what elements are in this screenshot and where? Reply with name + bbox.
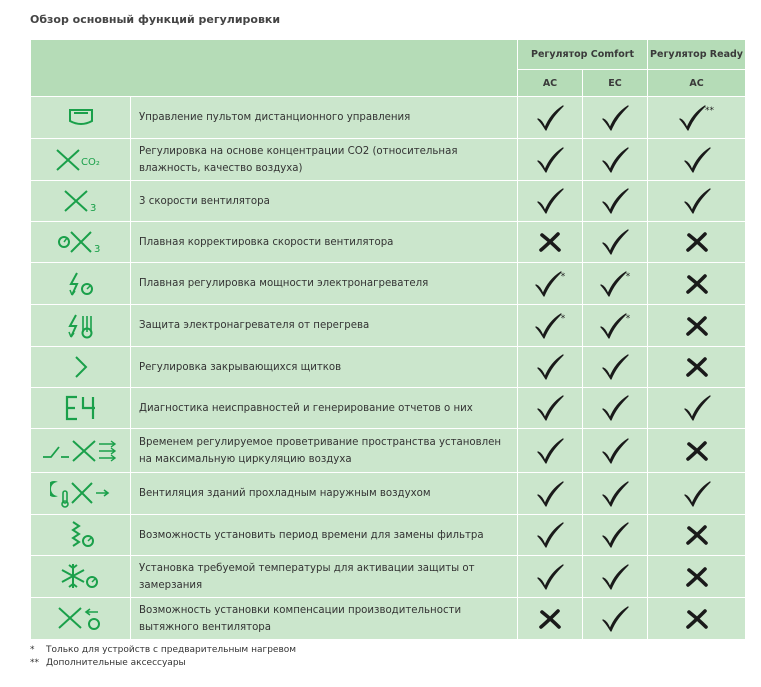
mark-comfort-ec (583, 429, 648, 473)
frost-protection-icon (31, 556, 131, 598)
damper-icon (31, 347, 131, 388)
check-icon (598, 315, 628, 334)
check-icon (677, 107, 707, 126)
footnote-marker: * (625, 314, 631, 324)
page-title: Обзор основный функций регулировки (30, 13, 281, 26)
night-cooling-icon (31, 473, 131, 515)
mark-comfort-ec (583, 139, 648, 181)
mark-ready-ac (648, 429, 746, 473)
check-icon (600, 440, 630, 459)
header-sub-ac-comfort: AC (518, 70, 583, 97)
mark-comfort-ac (518, 515, 583, 556)
footnote-1-text: Только для устройств с предварительным нагревом (46, 645, 297, 655)
check-icon (682, 191, 712, 210)
table-row (31, 598, 746, 640)
check-icon (600, 525, 630, 544)
check-icon (535, 107, 565, 126)
svg-text:3: 3 (89, 203, 96, 214)
cross-icon (685, 357, 709, 376)
header-sub-ac-ready: AC (648, 70, 746, 97)
footnotes (30, 644, 296, 670)
check-icon (535, 440, 565, 459)
heater-overheat-icon (31, 305, 131, 347)
check-icon (535, 398, 565, 417)
mark-comfort-ec (583, 97, 648, 139)
heater-power-icon (31, 263, 131, 305)
table-row (31, 139, 746, 181)
footnote-2-symbol: ** (30, 658, 39, 668)
check-icon (600, 357, 630, 376)
check-icon (598, 273, 628, 292)
feature-label: Плавная корректировка скорости вентилятора (131, 222, 518, 263)
footnote-marker: * (560, 314, 566, 324)
mark-ready-ac (648, 556, 746, 598)
filter-timer-icon (31, 515, 131, 556)
mark-ready-ac (648, 473, 746, 515)
check-icon (533, 315, 563, 334)
header-comfort: Регулятор Comfort (518, 40, 648, 70)
mark-comfort-ac (518, 263, 583, 305)
mark-comfort-ac (518, 388, 583, 429)
mark-comfort-ac (518, 222, 583, 263)
mark-comfort-ec (583, 598, 648, 640)
check-icon (535, 483, 565, 502)
fan-co2-icon (31, 139, 131, 181)
mark-comfort-ac (518, 139, 583, 181)
feature-label: Возможность установить период времени для замены фильтра (131, 515, 518, 556)
cross-icon (538, 608, 562, 627)
mark-ready-ac (648, 515, 746, 556)
feature-label: Управление пультом дистанционного управления (131, 97, 518, 139)
mark-comfort-ac (518, 598, 583, 640)
table-row (31, 556, 746, 598)
table-row (31, 473, 746, 515)
check-icon (535, 191, 565, 210)
check-icon (600, 232, 630, 251)
check-icon (600, 608, 630, 627)
mark-comfort-ec (583, 222, 648, 263)
check-icon (600, 566, 630, 585)
mark-comfort-ac (518, 305, 583, 347)
table-row (31, 222, 746, 263)
table-row (31, 263, 746, 305)
cross-icon (685, 232, 709, 251)
feature-label: Защита электронагревателя от перегрева (131, 305, 518, 347)
footnote-1-symbol: * (30, 645, 35, 655)
table-row (31, 347, 746, 388)
table-row (31, 388, 746, 429)
feature-label: Временем регулируемое проветривание пространства установлен на максимальную циркуляцию воздуха (131, 429, 518, 473)
feature-label: Установка требуемой температуры для активации защиты от замерзания (131, 556, 518, 598)
mark-comfort-ec (583, 181, 648, 222)
timed-ventilation-icon (31, 429, 131, 473)
mark-comfort-ec (583, 263, 648, 305)
cross-icon (685, 440, 709, 459)
mark-comfort-ac (518, 97, 583, 139)
mark-ready-ac (648, 139, 746, 181)
table-row (31, 515, 746, 556)
features-table (30, 39, 746, 640)
check-icon (682, 149, 712, 168)
header-ready: Регулятор Ready (648, 40, 746, 70)
feature-label: 3 скорости вентилятора (131, 181, 518, 222)
table-row (31, 305, 746, 347)
footnote-marker: * (560, 272, 566, 282)
error-code-icon (31, 388, 131, 429)
mark-ready-ac (648, 263, 746, 305)
feature-label: Возможность установки компенсации производительности вытяжного вентилятора (131, 598, 518, 640)
mark-comfort-ec (583, 305, 648, 347)
table-row (31, 97, 746, 139)
table-row (31, 181, 746, 222)
check-icon (682, 398, 712, 417)
feature-label: Диагностика неисправностей и генерирование отчетов о них (131, 388, 518, 429)
mark-ready-ac (648, 222, 746, 263)
remote-control-icon (31, 97, 131, 139)
mark-comfort-ec (583, 556, 648, 598)
mark-ready-ac (648, 598, 746, 640)
cross-icon (685, 608, 709, 627)
check-icon (535, 357, 565, 376)
check-icon (535, 566, 565, 585)
cross-icon (685, 566, 709, 585)
footnote-marker: ** (705, 106, 715, 116)
header-sub-ec-comfort: EC (583, 70, 648, 97)
mark-comfort-ac (518, 429, 583, 473)
cross-icon (685, 525, 709, 544)
mark-comfort-ec (583, 388, 648, 429)
svg-text:3: 3 (93, 244, 100, 255)
table-row (31, 429, 746, 473)
feature-label: Регулировка закрывающихся щитков (131, 347, 518, 388)
mark-comfort-ac (518, 181, 583, 222)
check-icon (533, 273, 563, 292)
mark-comfort-ac (518, 556, 583, 598)
mark-ready-ac (648, 97, 746, 139)
mark-ready-ac (648, 388, 746, 429)
check-icon (600, 149, 630, 168)
fan-speed-adjust-icon (31, 222, 131, 263)
check-icon (600, 107, 630, 126)
exhaust-compensation-icon (31, 598, 131, 640)
mark-comfort-ac (518, 473, 583, 515)
cross-icon (685, 273, 709, 292)
check-icon (535, 525, 565, 544)
check-icon (535, 149, 565, 168)
mark-comfort-ec (583, 515, 648, 556)
check-icon (682, 483, 712, 502)
footnote-1 (30, 644, 296, 657)
footnote-marker: * (625, 272, 631, 282)
cross-icon (538, 232, 562, 251)
mark-ready-ac (648, 347, 746, 388)
footnote-2 (30, 657, 296, 670)
check-icon (600, 483, 630, 502)
check-icon (600, 191, 630, 210)
mark-ready-ac (648, 181, 746, 222)
mark-comfort-ac (518, 347, 583, 388)
mark-comfort-ec (583, 347, 648, 388)
mark-comfort-ec (583, 473, 648, 515)
footnote-2-text: Дополнительные аксессуары (46, 658, 186, 668)
cross-icon (685, 315, 709, 334)
feature-label: Вентиляция зданий прохладным наружным воздухом (131, 473, 518, 515)
header-blank (31, 40, 518, 97)
mark-ready-ac (648, 305, 746, 347)
check-icon (600, 398, 630, 417)
svg-text:CO₂: CO₂ (80, 156, 100, 168)
feature-label: Регулировка на основе концентрации CO2 (относительная влажность, качество воздуха) (131, 139, 518, 181)
fan-3-speed-icon (31, 181, 131, 222)
feature-label: Плавная регулировка мощности электронагревателя (131, 263, 518, 305)
